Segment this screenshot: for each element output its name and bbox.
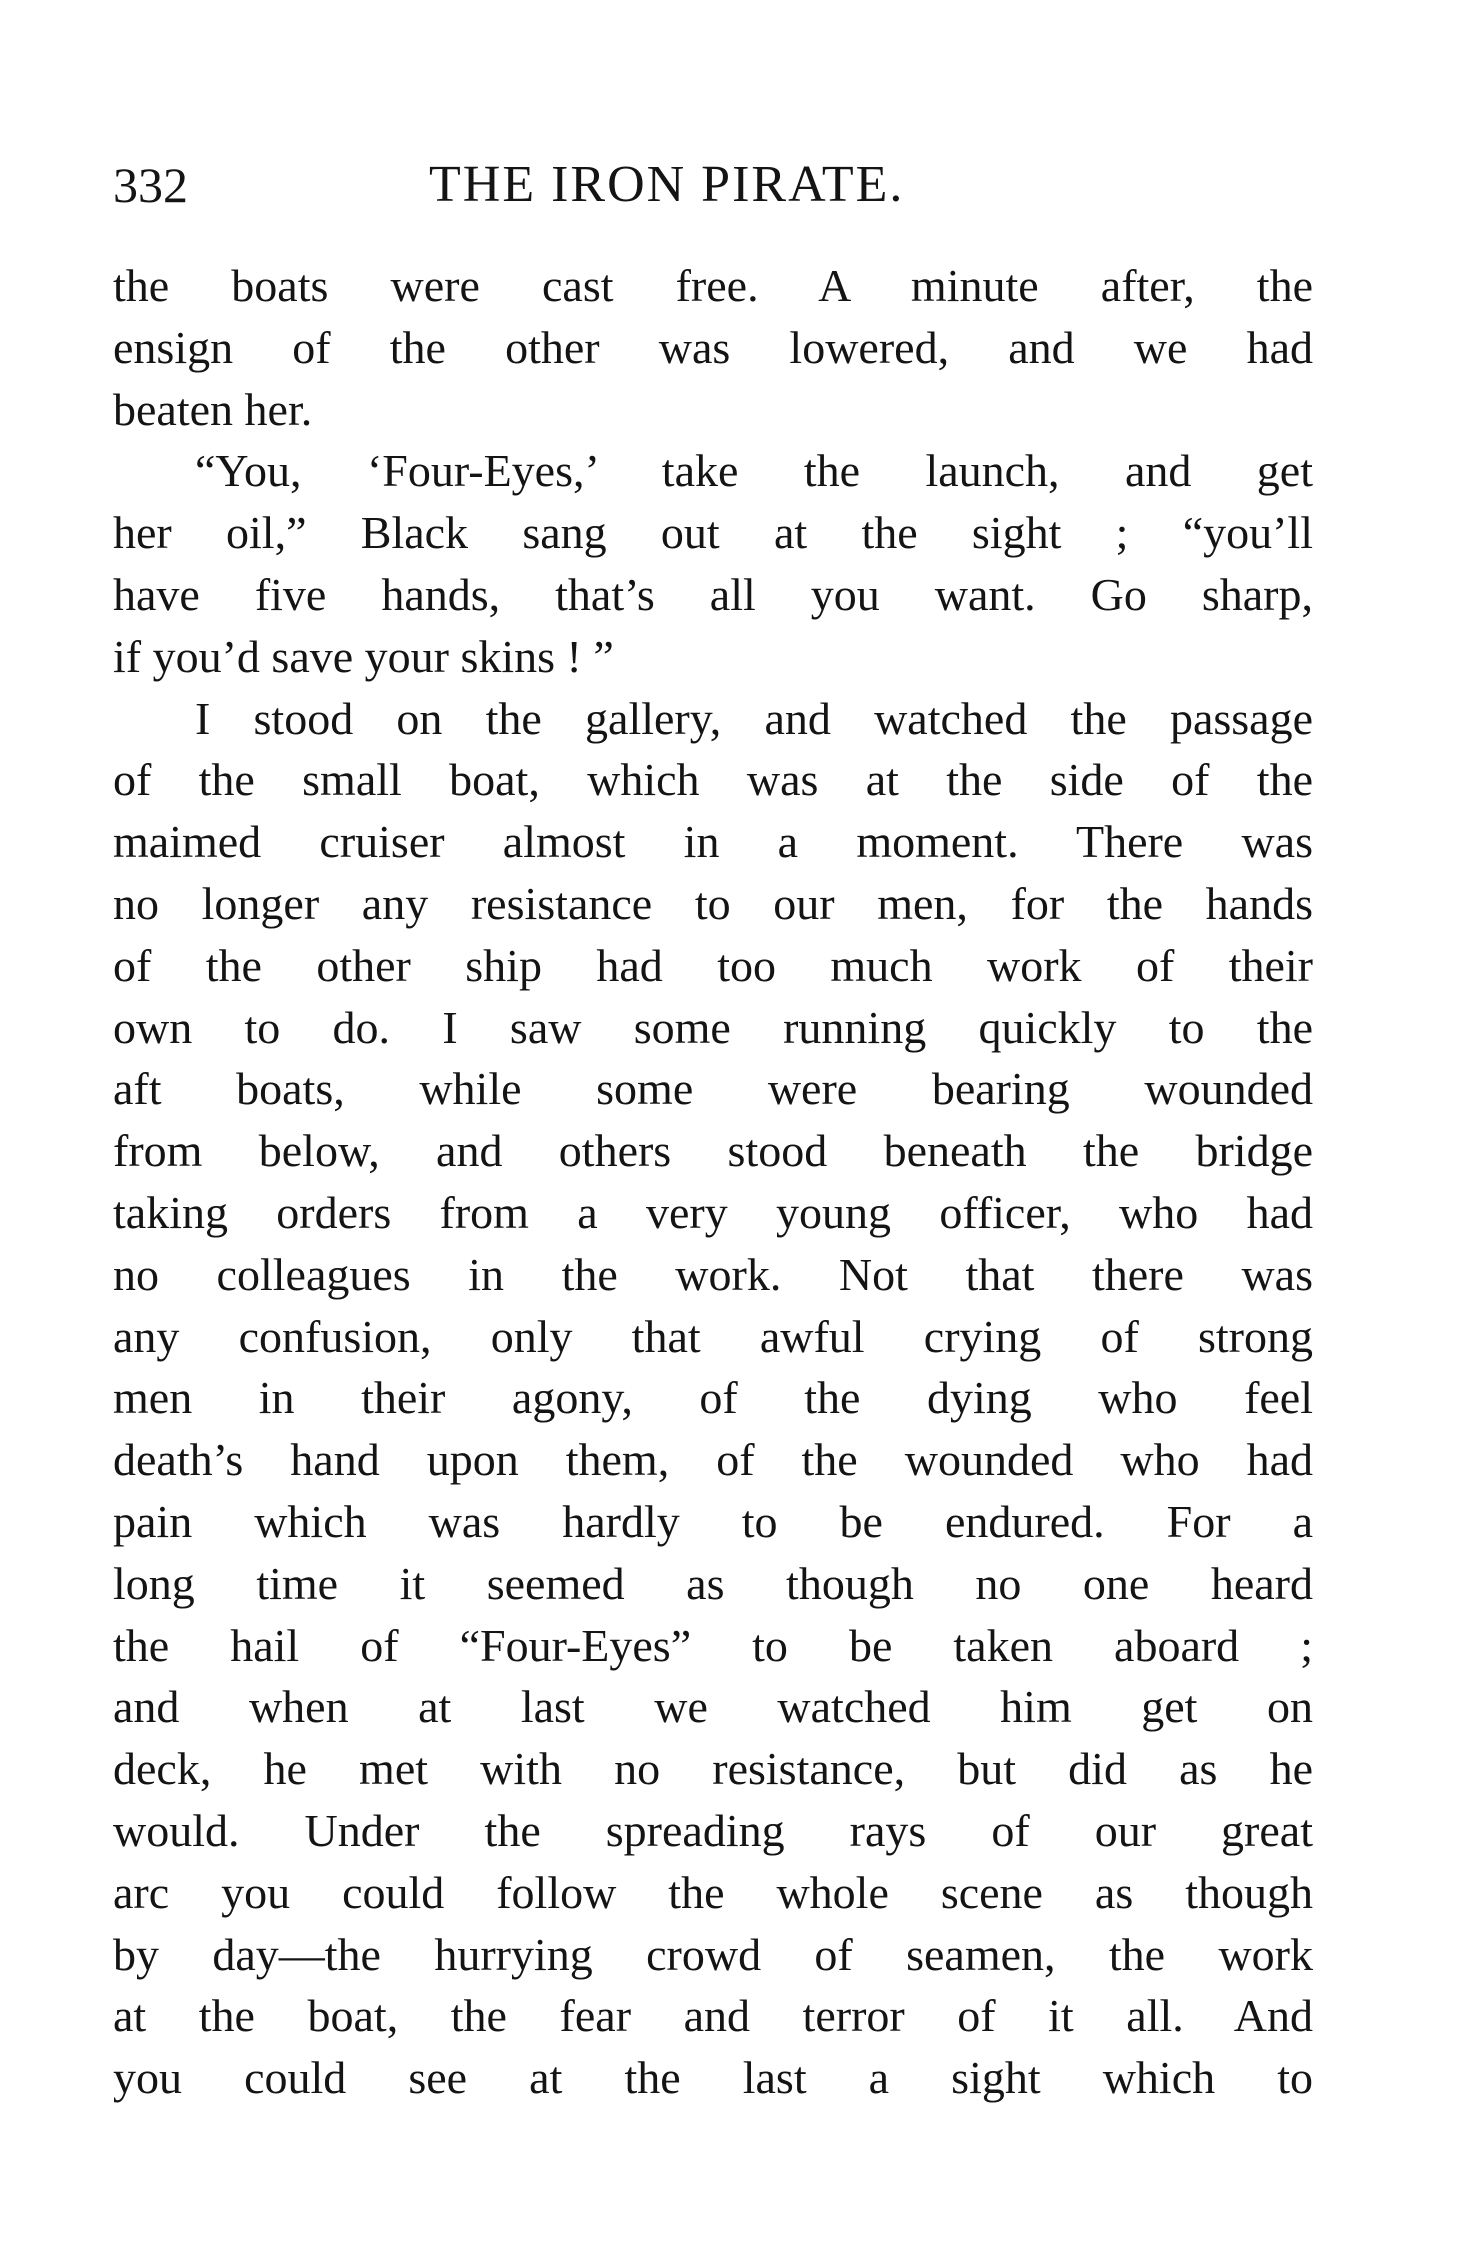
- text-line: any confusion, only that awful crying of strong: [113, 1310, 1313, 1362]
- text-line: you could see at the last a sight which to: [113, 2052, 1313, 2104]
- text-line: taking orders from a very young officer, who had: [113, 1186, 1313, 1238]
- page-number: 332: [113, 157, 188, 213]
- text-line: maimed cruiser almost in a moment. There was: [113, 816, 1313, 868]
- text-line: at the boat, the fear and terror of it all. And: [113, 1990, 1313, 2042]
- text-line: if you’d save your skins ! ”: [113, 630, 614, 682]
- text-line: long time it seemed as though no one heard: [113, 1557, 1313, 1609]
- text-line: would. Under the spreading rays of our great: [113, 1804, 1313, 1856]
- text-line: pain which was hardly to be endured. For a: [113, 1495, 1313, 1547]
- text-line: the hail of “Four-Eyes” to be taken aboard ;: [113, 1619, 1313, 1671]
- text-line: and when at last we watched him get on: [113, 1681, 1313, 1733]
- text-line: have five hands, that’s all you want. Go sharp,: [113, 568, 1313, 620]
- text-line: the boats were cast free. A minute after, the: [113, 260, 1313, 311]
- text-line: deck, he met with no resistance, but did as he: [113, 1743, 1313, 1795]
- text-line: ensign of the other was lowered, and we had: [113, 321, 1313, 373]
- running-title: THE IRON PIRATE.: [429, 156, 905, 213]
- text-line: no colleagues in the work. Not that there was: [113, 1248, 1313, 1300]
- text-line: her oil,” Black sang out at the sight ; “you’ll: [113, 507, 1313, 559]
- text-line: death’s hand upon them, of the wounded who had: [113, 1434, 1313, 1486]
- text-line: by day—the hurrying crowd of seamen, the work: [113, 1928, 1313, 1980]
- text-line: no longer any resistance to our men, for the hands: [113, 877, 1313, 929]
- text-line: aft boats, while some were bearing wounded: [113, 1063, 1313, 1115]
- text-line: of the other ship had too much work of their: [113, 939, 1313, 991]
- text-line: arc you could follow the whole scene as though: [113, 1866, 1313, 1918]
- text-line: from below, and others stood beneath the bridge: [113, 1125, 1313, 1177]
- text-line: own to do. I saw some running quickly to the: [113, 1001, 1313, 1053]
- text-line: I stood on the gallery, and watched the passage: [195, 692, 1313, 744]
- text-line: “You, ‘Four-Eyes,’ take the launch, and get: [195, 445, 1313, 497]
- body-text: [113, 255, 1313, 2109]
- page-header: [113, 150, 1313, 220]
- text-line: beaten her.: [113, 383, 313, 435]
- text-line: men in their agony, of the dying who feel: [113, 1372, 1313, 1424]
- text-line: of the small boat, which was at the side of the: [113, 754, 1313, 806]
